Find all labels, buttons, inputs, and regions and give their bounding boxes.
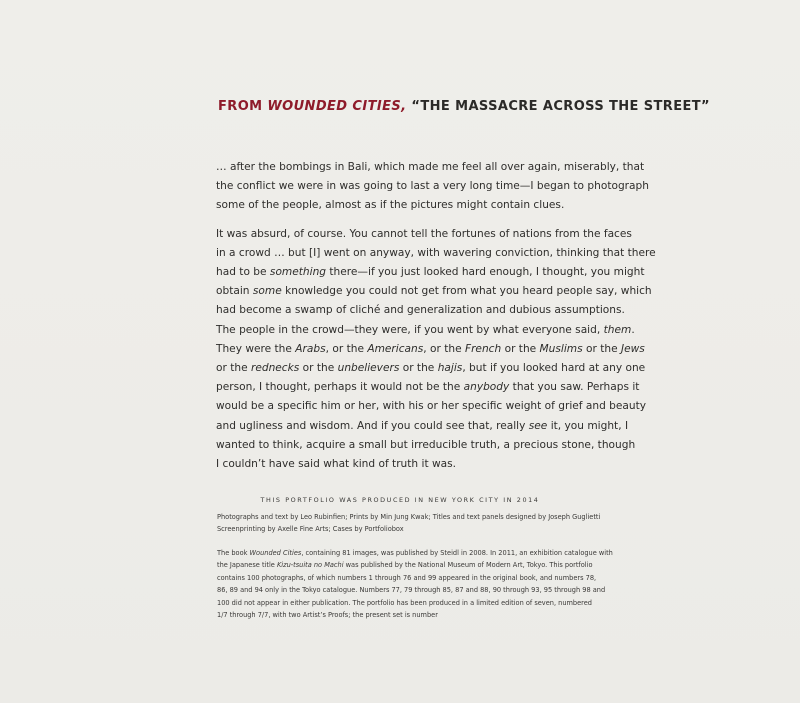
text-line: the conflict we were in was going to last a very long time—I began to photograph <box>216 180 649 193</box>
colophon-heading: THIS PORTFOLIO WAS PRODUCED IN NEW YORK CITY IN 2014 <box>260 496 540 504</box>
note-line: contains 100 photographs, of which numbers 1 through 76 and 99 appeared in the original book, and numbers 78, <box>217 573 597 582</box>
note-line: The book Wounded Cities, containing 81 images, was published by Steidl in 2008. In 2011, an exhibition catalogue with <box>217 549 613 557</box>
note-line: 1/7 through 7/7, with two Artist’s Proofs; the present set is number <box>217 611 438 620</box>
text-line: would be a specific him or her, with his or her specific weight of grief and beauty <box>216 400 647 413</box>
text-line: wanted to think, acquire a small but irreducible truth, a precious stone, though <box>216 438 636 451</box>
note-line: 86, 89 and 94 only in the Tokyo catalogue. Numbers 77, 79 through 85, 87 and 88, 90 through 93, 95 through 98 and <box>217 586 606 595</box>
colophon-credits <box>217 511 687 536</box>
title-book-name: WOUNDED CITIES, <box>267 99 407 114</box>
credit-line: Screenprinting by Axelle Fine Arts; Cases by Portfoliobox <box>217 525 404 534</box>
text-line: obtain some knowledge you could not get from what you heard people say, which <box>216 285 652 298</box>
text-line: some of the people, almost as if the pictures might contain clues. <box>216 199 565 212</box>
text-line: and ugliness and wisdom. And if you could see that, really see it, you might, I <box>216 419 629 432</box>
text-line: … after the bombings in Bali, which made me feel all over again, miserably, that <box>216 161 645 173</box>
text-line: in a crowd … but [I] went on anyway, with wavering conviction, thinking that there <box>216 246 656 259</box>
text-line: had to be something there—if you just looked hard enough, I thought, you might <box>216 266 645 279</box>
text-line: The people in the crowd—they were, if you went by what everyone said, them. <box>216 323 635 336</box>
colophon-notes <box>217 547 687 621</box>
page-title <box>218 98 778 116</box>
text-line: person, I thought, perhaps it would not be the anybody that you saw. Perhaps it <box>216 381 640 394</box>
note-line: 100 did not appear in either publication. The portfolio has been produced in a limited edition of seven, numbered <box>217 598 592 607</box>
credit-line: Photographs and text by Leo Rubinfien; Prints by Min Jung Kwak; Titles and text panels designed by Joseph Guglietti <box>217 513 601 521</box>
essay-text <box>216 158 756 483</box>
text-line: They were the Arabs, or the Americans, or the French or the Muslims or the Jews <box>216 342 645 355</box>
text-line: It was absurd, of course. You cannot tell the fortunes of nations from the faces <box>216 227 632 240</box>
essay-paragraph-1 <box>216 158 756 216</box>
text-line: I couldn’t have said what kind of truth it was. <box>216 458 457 471</box>
title-prefix: FROM WOUNDED CITIES, <box>218 99 407 114</box>
essay-paragraph-2 <box>216 225 756 475</box>
text-line: had become a swamp of cliché and generalization and dubious assumptions. <box>216 304 625 317</box>
text-line: or the rednecks or the unbelievers or the hajis, but if you looked hard at any one <box>216 362 646 375</box>
title-chapter: “THE MASSACRE ACROSS THE STREET” <box>406 99 710 114</box>
note-line: the Japanese title Kizu-tsuita no Machi was published by the National Museum of Modern Art, Tokyo. This portfolio <box>217 561 593 570</box>
